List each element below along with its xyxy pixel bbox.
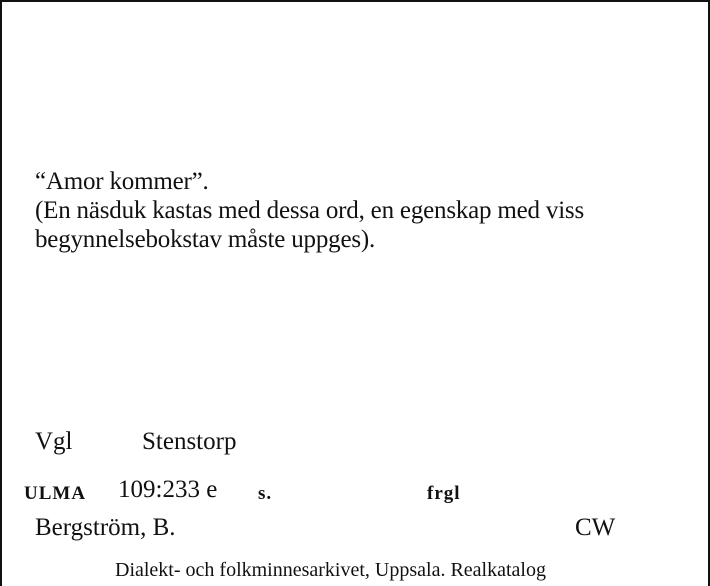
- card-title-line: “Amor kommer”.: [35, 168, 209, 195]
- collector-name: Bergström, B.: [35, 514, 176, 541]
- province-label: Vgl: [35, 428, 73, 455]
- card-description-line-2: begynnelsebokstav måste uppges).: [35, 226, 376, 253]
- marker-s: s.: [258, 483, 273, 504]
- category-label: frgl: [427, 483, 461, 504]
- archive-number: 109:233 e: [118, 476, 218, 503]
- archive-footer: Dialekt- och folkminnesarkivet, Uppsala. Realkatalog: [115, 559, 546, 581]
- archive-code: ULMA: [24, 483, 87, 504]
- place-label: Stenstorp: [142, 428, 237, 455]
- card-description-line-1: (En näsduk kastas med dessa ord, en egenskap med viss: [35, 197, 584, 224]
- initials-label: CW: [575, 514, 616, 541]
- card-body-text: [35, 167, 695, 254]
